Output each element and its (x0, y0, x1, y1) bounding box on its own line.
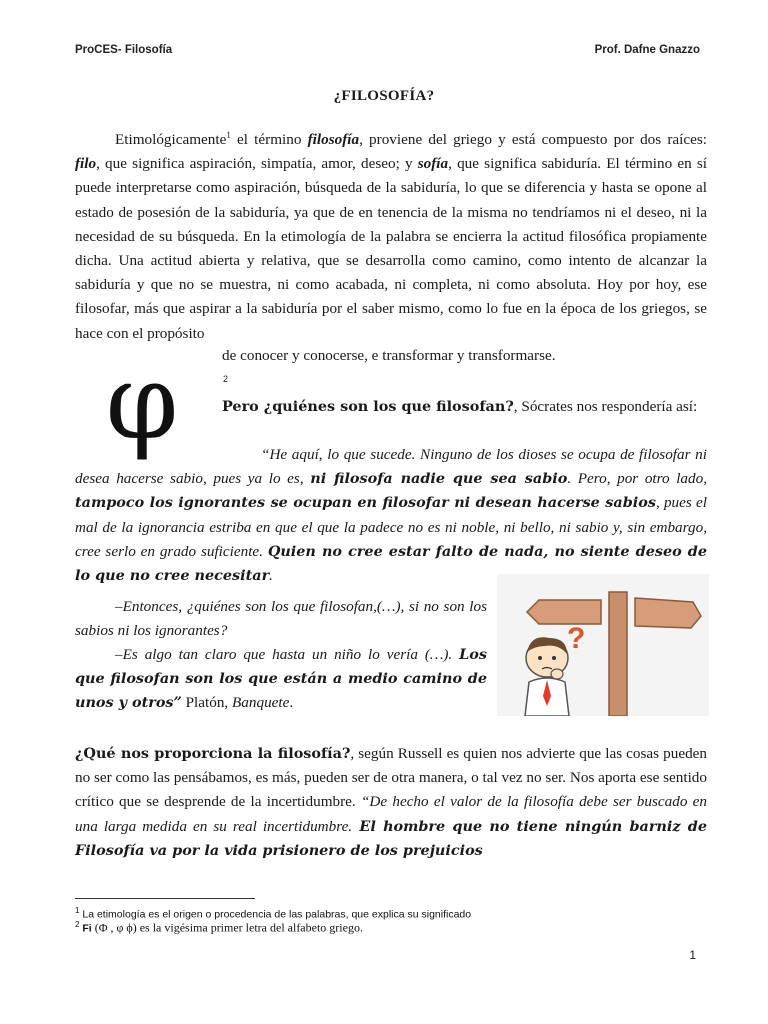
paragraph-etymology: Etimológicamente$^1$ el término filosofía, proviene del griego y está compuesto por dos raíces: filo, que significa aspiración, simpatía, amor, deseo; y sofía, que significa sabiduría. El término en sí puede interpretarse como aspiración, búsqueda de la sabiduría, lo que se diferencia y hasta se opone al estado de posesión de la sabiduría, ya que de en tenencia de la misma no tendríamos ni el deseo, ni la necesidad de su búsqueda. En la etimología de la palabra se encierra la actitud filosófica propiamente dicha. Una actitud abierta y relativa, que se desarrolla como camino, como intento de alcanzar la sabiduría y que no se muestra, ni como acabada, ni completa, ni como absoluta. Hoy por hoy, ese filosofar, más que aspirar a la sabiduría por el saber mismo, como lo fue en la época de los griegos, se hace con el propósito (75, 130, 708, 342)
paragraph-question: Pero ¿quiénes son los que filosofan?, Sócrates nos respondería así: (222, 398, 698, 415)
question-who-philosophizes: Pero ¿quiénes son los que filosofan? (222, 398, 514, 415)
footnote-divider (75, 898, 255, 899)
phi-symbol: φ (105, 341, 179, 463)
page-title: ¿FILOSOFÍA? (333, 88, 435, 104)
term-filosofia: filosofía (307, 131, 360, 149)
signpost-graphic (497, 574, 709, 716)
footnote-ref-2[interactable]: 2 (223, 374, 229, 384)
footnote-2: $^2$ Fi (Φ , φ ϕ) es la vigésima primer letra del alfabeto griego. (75, 920, 363, 935)
page-number: 1 (689, 948, 696, 962)
sign-right (635, 598, 701, 628)
sign-left (527, 600, 601, 624)
dialog-line-2: –Es algo tan claro que hasta un niño lo vería (…). Los que filosofan son los que están a medio camino de unos y otros” Platón, Banquete. (75, 646, 487, 712)
signpost-post (609, 592, 627, 716)
dialog-line-1: –Entonces, ¿quiénes son los que filosofan,(…), si no son los sabios ni los ignorantes? (75, 598, 487, 640)
paragraph-russell: ¿Qué nos proporciona la filosofía?, según Russell es quien nos advierte que las cosas pueden no ser como las pensábamos, es más, pueden ser de otra manera, o tal vez no ser. Nos aporta ese sentido crítico que se desprende de la incertidumbre. “De hecho el valor de la filosofía debe ser buscado en una larga medida en su real incertidumbre. El hombre que no tiene ningún barniz de Filosofía va por la vida prisionero de los prejuicios (75, 745, 707, 859)
question-what-provides: ¿Qué nos proporciona la filosofía? (75, 745, 351, 762)
header-right: Prof. Dafne Gnazzo (594, 44, 700, 56)
footnote-1: $^1$ La etimología es el origen o procedencia de las palabras, que explica su significado (75, 906, 472, 921)
header-left: ProCES- Filosofía (75, 44, 173, 56)
socrates-quote: “He aquí, lo que sucede. Ninguno de los dioses se ocupa de filosofar ni desea hacerse sabio, pues ya lo es, ni filosofa nadie que sea sabio. Pero, por otro lado, tampoco los ignorantes se ocupan en filosofar ni desean hacerse sabios, pues el mal de la ignorancia estriba en que el que la padece no es ni noble, ni bello, ni sabio y, sin embargo, cree serlo en grado suficiente. Quien no cree estar falto de nada, no siente deseo de lo que no cree necesitar. (75, 446, 708, 585)
footnote-ref-1[interactable]: 1 (226, 130, 231, 140)
paragraph-etymology-end: de conocer y conocerse, e transformar y transformarse. (222, 347, 556, 364)
term-sofia: sofía (417, 155, 449, 173)
signpost-illustration (497, 574, 709, 716)
term-filo: filo (75, 155, 97, 173)
question-mark-icon: ? (567, 622, 586, 655)
